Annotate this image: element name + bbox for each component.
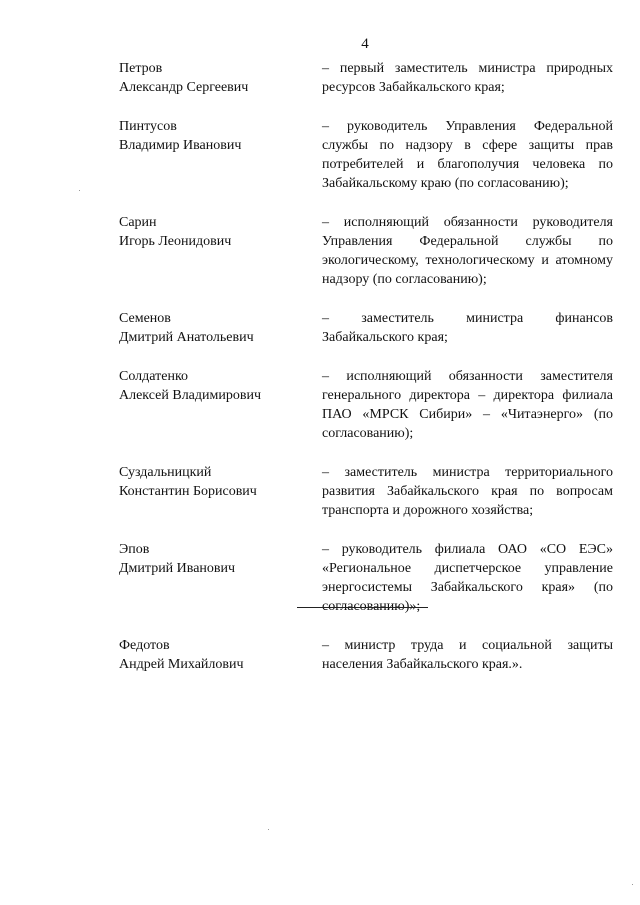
member-name	[119, 367, 322, 405]
member-entry	[119, 213, 613, 289]
member-list	[119, 59, 613, 694]
member-entry	[119, 309, 613, 347]
member-surname: Петров	[119, 61, 163, 76]
member-surname: Семенов	[119, 311, 171, 326]
member-name	[119, 213, 322, 251]
member-role: – руководитель Управления Федеральной службы по надзору в сфере защиты прав потребителей и благополучия человека по Забайкальскому краю (по согласованию);	[322, 119, 613, 191]
member-role: – исполняющий обязанности заместителя генерального директора – директора филиала ПАО «МРСК Сибири» – «Читаэнерго» (по согласованию);	[322, 369, 613, 441]
member-role: – заместитель министра финансов Забайкальского края;	[322, 311, 613, 345]
member-name	[119, 117, 322, 155]
member-name	[119, 540, 322, 578]
member-given-names: Андрей Михайлович	[119, 657, 244, 672]
scan-speck	[79, 190, 80, 191]
member-name	[119, 463, 322, 501]
member-entry	[119, 59, 613, 97]
member-entry	[119, 636, 613, 674]
scan-speck	[268, 829, 269, 830]
closing-rule	[297, 607, 428, 608]
member-given-names: Игорь Леонидович	[119, 234, 232, 249]
member-role: – первый заместитель министра природных ресурсов Забайкальского края;	[322, 61, 613, 95]
member-given-names: Константин Борисович	[119, 484, 257, 499]
member-entry	[119, 367, 613, 443]
member-role: – руководитель филиала ОАО «СО ЕЭС» «Региональное диспетчерское управление энергосистемы Забайкальского края» (по согласованию)»;	[322, 542, 613, 614]
scan-speck	[632, 884, 633, 885]
member-role: – министр труда и социальной защиты населения Забайкальского края.».	[322, 638, 613, 672]
member-surname: Сарин	[119, 215, 157, 230]
page-number: 4	[361, 36, 369, 52]
member-given-names: Дмитрий Иванович	[119, 561, 236, 576]
member-entry	[119, 463, 613, 520]
member-surname: Суздальницкий	[119, 465, 212, 480]
member-surname: Эпов	[119, 542, 150, 557]
member-role: – исполняющий обязанности руководителя Управления Федеральной службы по экологическому, технологическому и атомному надзору (по согласованию);	[322, 215, 613, 287]
member-surname: Федотов	[119, 638, 170, 653]
member-name	[119, 636, 322, 674]
member-given-names: Александр Сергеевич	[119, 80, 249, 95]
member-entry	[119, 117, 613, 193]
member-name	[119, 59, 322, 97]
member-surname: Солдатенко	[119, 369, 189, 384]
member-surname: Пинтусов	[119, 119, 177, 134]
member-entry	[119, 540, 613, 616]
member-name	[119, 309, 322, 347]
member-given-names: Дмитрий Анатольевич	[119, 330, 254, 345]
member-given-names: Алексей Владимирович	[119, 388, 262, 403]
member-role: – заместитель министра территориального развития Забайкальского края по вопросам транспорта и дорожного хозяйства;	[322, 465, 613, 518]
member-given-names: Владимир Иванович	[119, 138, 242, 153]
